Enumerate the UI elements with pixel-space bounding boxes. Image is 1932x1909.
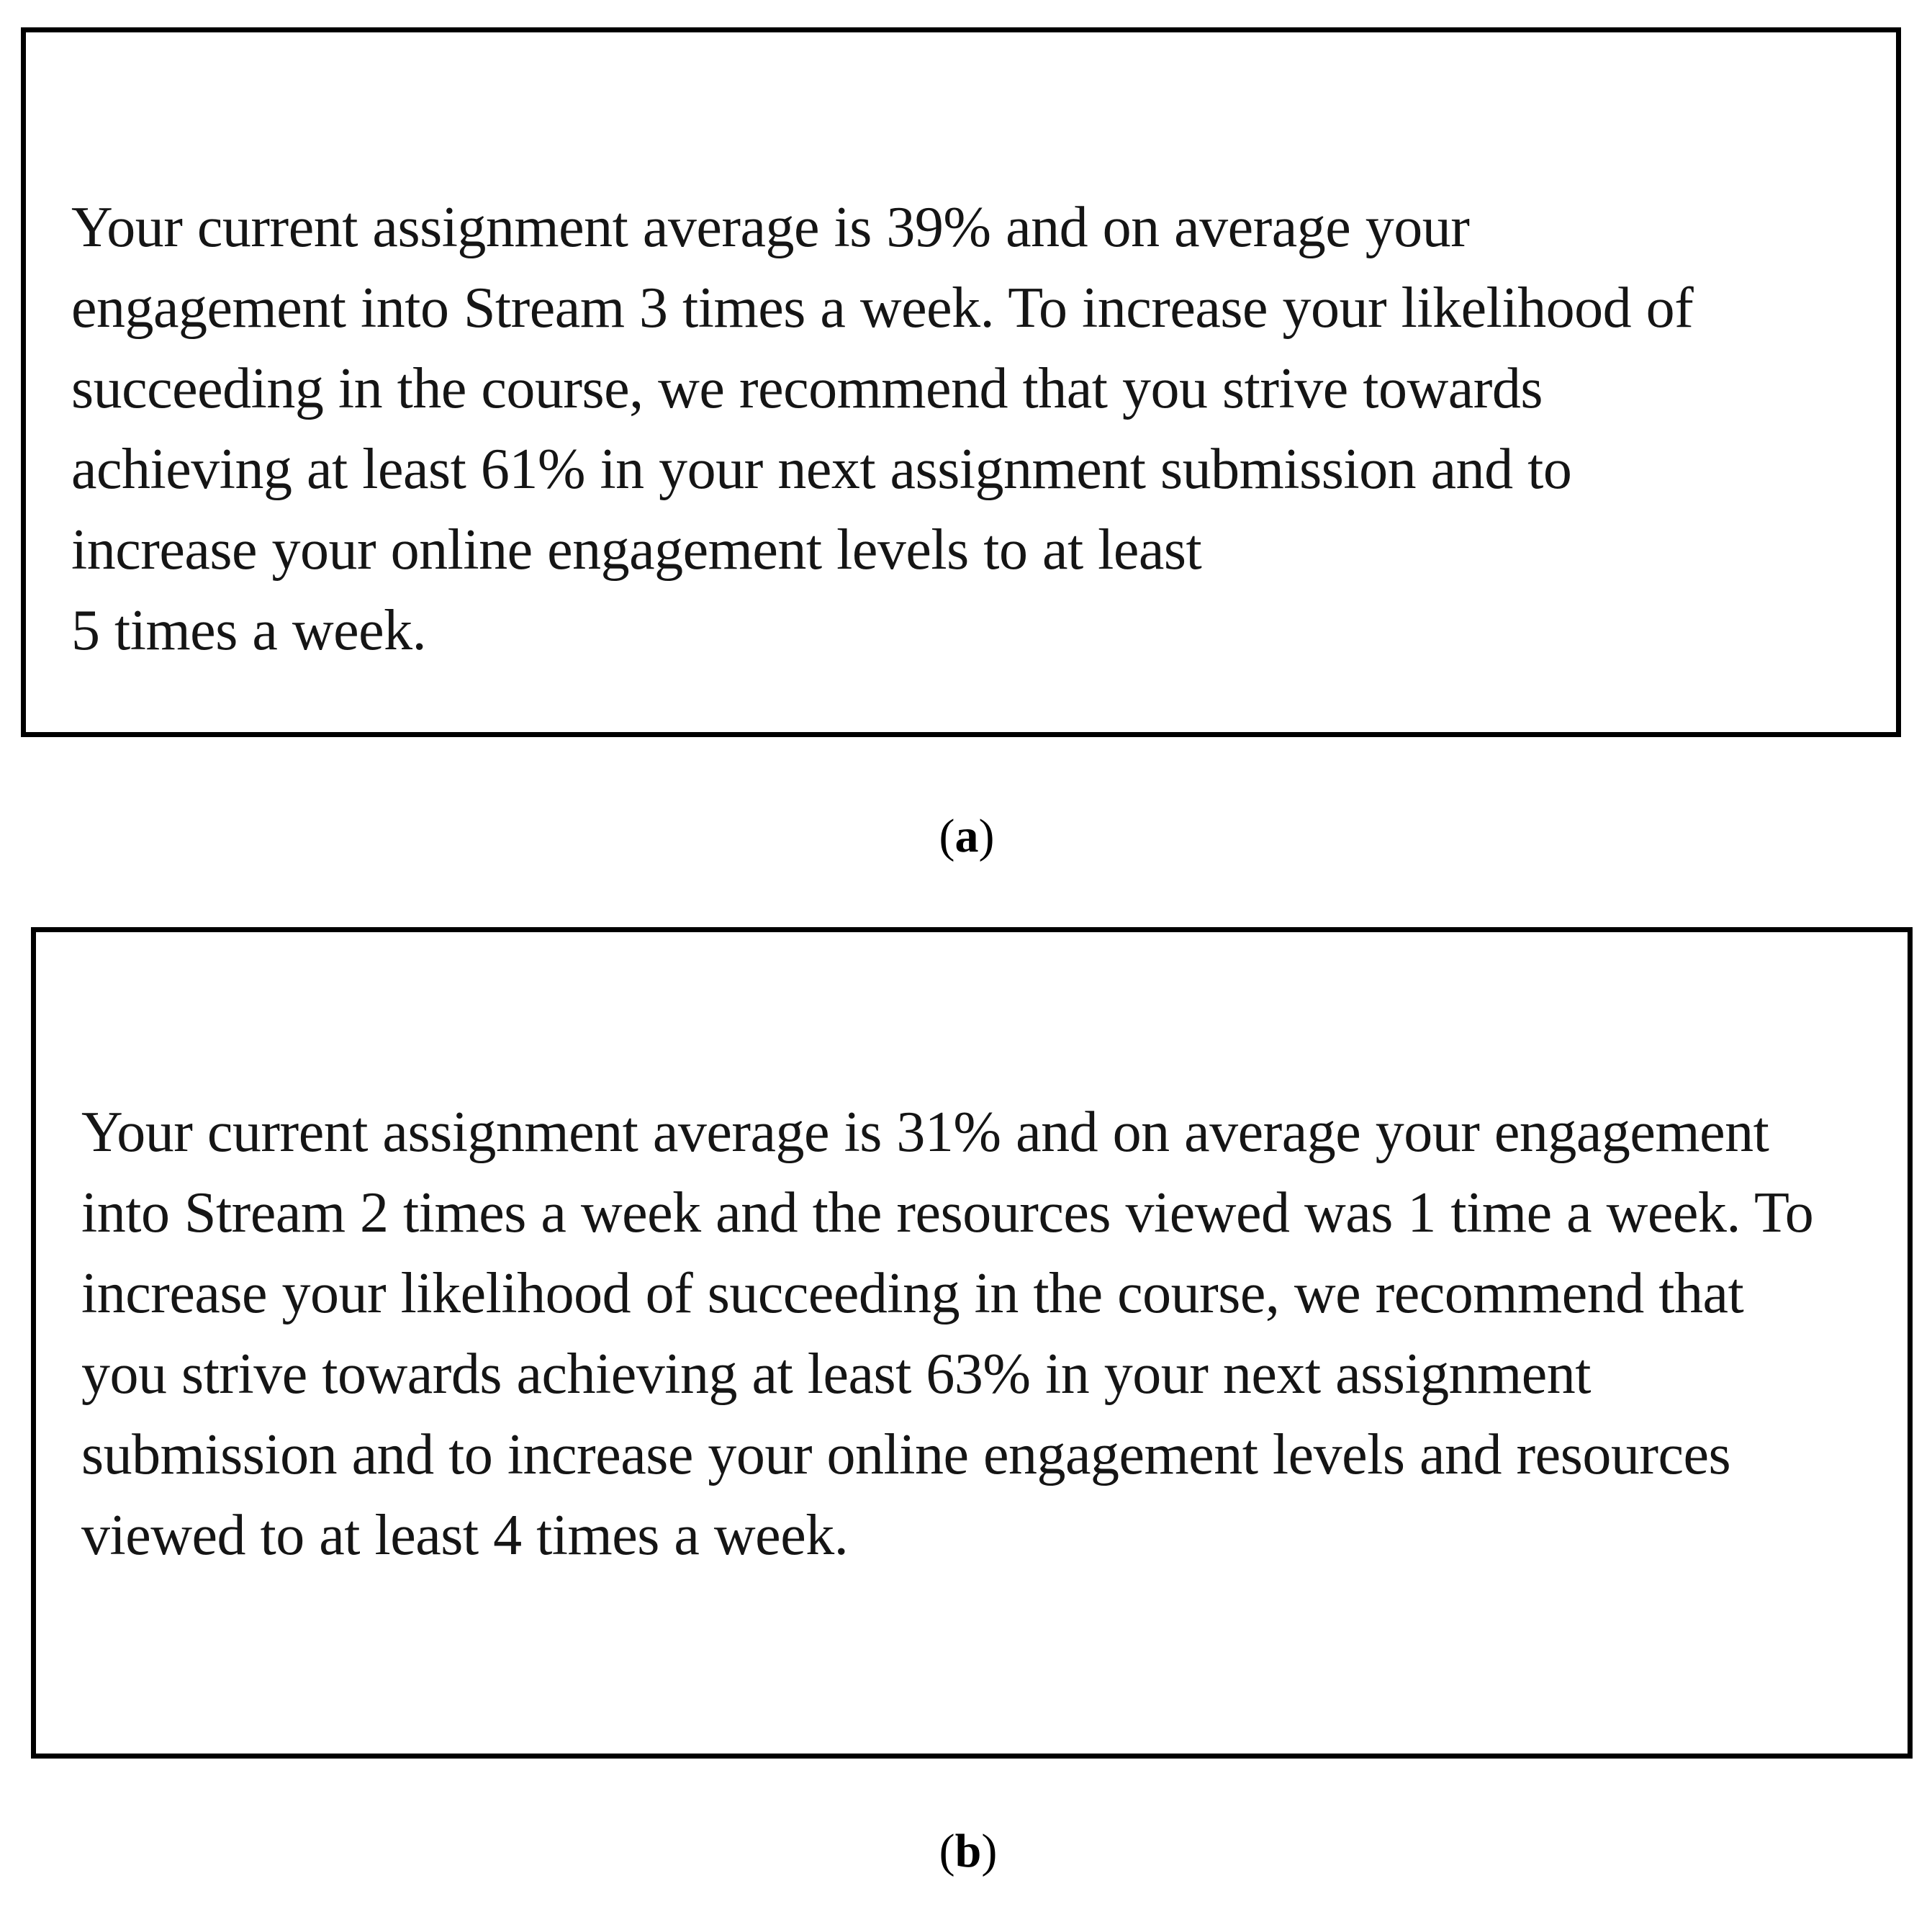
- feedback-message-a: [71, 187, 1900, 671]
- caption-letter: b: [954, 1825, 982, 1877]
- caption-open-paren: (: [939, 810, 955, 862]
- message-line: Your current assignment average is 31% and on average your engagement: [81, 1101, 1769, 1164]
- message-line: increase your likelihood of succeeding in the course, we recommend that: [81, 1262, 1744, 1325]
- message-line: viewed to at least 4 times a week.: [81, 1504, 849, 1567]
- feedback-message-b: [81, 1092, 1910, 1576]
- caption-close-paren: ): [981, 1825, 998, 1877]
- message-line: 5 times a week.: [71, 599, 427, 662]
- feedback-panel-b: [31, 927, 1913, 1759]
- message-line: you strive towards achieving at least 63% in your next assignment: [81, 1342, 1592, 1406]
- message-line: Your current assignment average is 39% and on average your: [71, 196, 1470, 259]
- message-line: increase your online engagement levels to at least: [71, 518, 1202, 582]
- caption-close-paren: ): [978, 810, 995, 862]
- message-line: engagement into Stream 3 times a week. To increase your likelihood of: [71, 276, 1694, 340]
- message-line: submission and to increase your online engagement levels and resources: [81, 1423, 1731, 1486]
- caption-open-paren: (: [939, 1825, 955, 1877]
- panel-caption-b: [896, 1823, 1040, 1880]
- panel-caption-a: [895, 808, 1039, 865]
- message-line: succeeding in the course, we recommend that you strive towards: [71, 357, 1543, 420]
- caption-letter: a: [954, 810, 979, 862]
- message-line: achieving at least 61% in your next assignment submission and to: [71, 438, 1572, 501]
- message-line: into Stream 2 times a week and the resources viewed was 1 time a week. To: [81, 1181, 1814, 1245]
- feedback-panel-a: [21, 27, 1901, 737]
